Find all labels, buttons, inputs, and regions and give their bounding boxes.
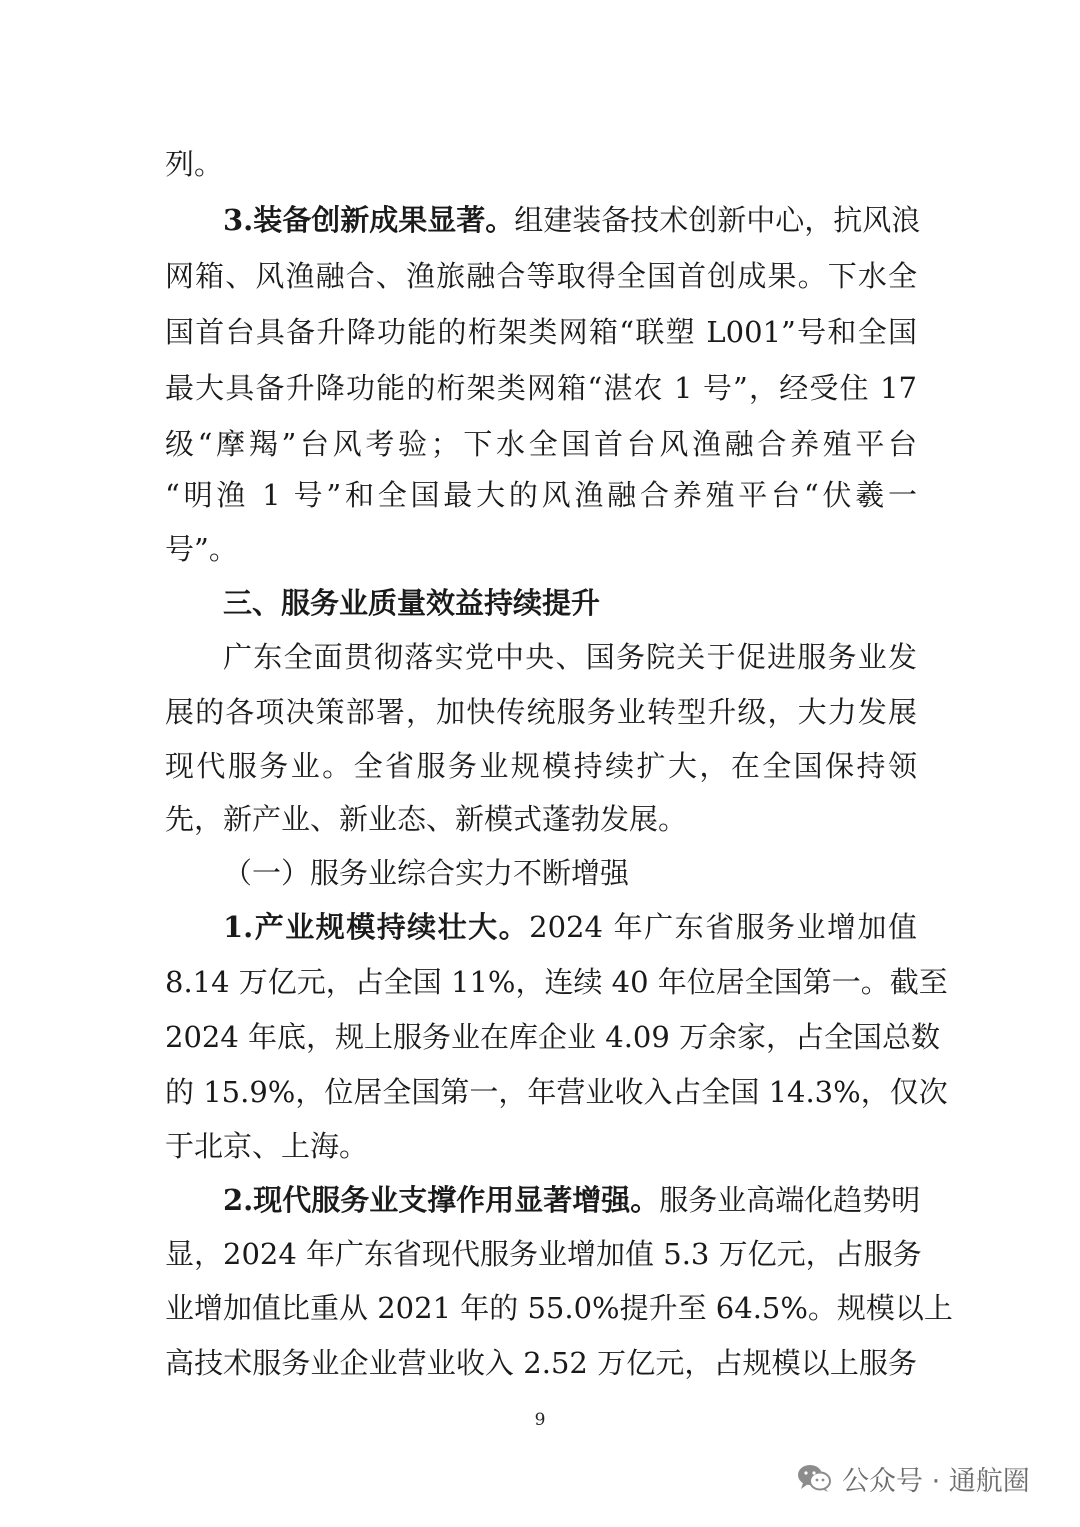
paragraph-line: 现代服务业。全省服务业规模持续扩大，在全国保持领 xyxy=(165,749,917,783)
paragraph-line: 2.现代服务业支撑作用显著增强。服务业高端化趋势明 xyxy=(223,1183,921,1217)
paragraph-line: 级“摩羯”台风考验；下水全国首台风渔融合养殖平台 xyxy=(165,427,917,461)
paragraph-line: 3.装备创新成果显著。组建装备技术创新中心，抗风浪 xyxy=(223,203,921,237)
paragraph-line: 先，新产业、新业态、新模式蓬勃发展。 xyxy=(165,802,688,836)
paragraph-line: 1.产业规模持续壮大。2024 年广东省服务业增加值 xyxy=(223,910,917,944)
paragraph-line: 8.14 万亿元，占全国 11%，连续 40 年位居全国第一。截至 xyxy=(165,965,948,999)
paragraph-line: 展的各项决策部署，加快传统服务业转型升级，大力发展 xyxy=(165,695,917,729)
paragraph-line: 于北京、上海。 xyxy=(165,1129,369,1163)
watermark-text: 公众号 · 通航圈 xyxy=(842,1465,1030,1497)
paragraph-line: 高技术服务业企业营业收入 2.52 万亿元，占规模以上服务 xyxy=(165,1346,917,1380)
paragraph-lead: 1.产业规模持续壮大。 xyxy=(223,910,530,944)
paragraph-line: 网箱、风渔融合、渔旅融合等取得全国首创成果。下水全 xyxy=(165,259,917,293)
paragraph-line: 国首台具备升降功能的桁架类网箱“联塑 L001”号和全国 xyxy=(165,315,917,349)
paragraph-line: 显，2024 年广东省现代服务业增加值 5.3 万亿元，占服务 xyxy=(165,1237,922,1271)
paragraph-lead: 3.装备创新成果显著。 xyxy=(223,203,515,237)
paragraph-line: 最大具备升降功能的桁架类网箱“湛农 1 号”，经受住 17 xyxy=(165,371,917,405)
page-number: 9 xyxy=(534,1410,546,1430)
paragraph-lead: 2.现代服务业支撑作用显著增强。 xyxy=(223,1183,660,1217)
wechat-icon xyxy=(796,1463,832,1493)
paragraph-line: 广东全面贯彻落实党中央、国务院关于促进服务业发 xyxy=(223,640,917,674)
subsection-heading: （一）服务业综合实力不断增强 xyxy=(223,856,630,890)
paragraph-line: 号”。 xyxy=(165,532,238,566)
paragraph-line: “明渔 1 号”和全国最大的风渔融合养殖平台“伏羲一 xyxy=(165,478,917,512)
watermark xyxy=(796,1458,1030,1498)
paragraph-line: 2024 年底，规上服务业在库企业 4.09 万余家，占全国总数 xyxy=(165,1020,941,1054)
paragraph-line: 列。 xyxy=(165,147,224,181)
section-heading: 三、服务业质量效益持续提升 xyxy=(223,586,601,620)
paragraph-line: 的 15.9%，位居全国第一，年营业收入占全国 14.3%，仅次 xyxy=(165,1075,948,1109)
paragraph-line: 业增加值比重从 2021 年的 55.0%提升至 64.5%。规模以上 xyxy=(165,1291,953,1325)
